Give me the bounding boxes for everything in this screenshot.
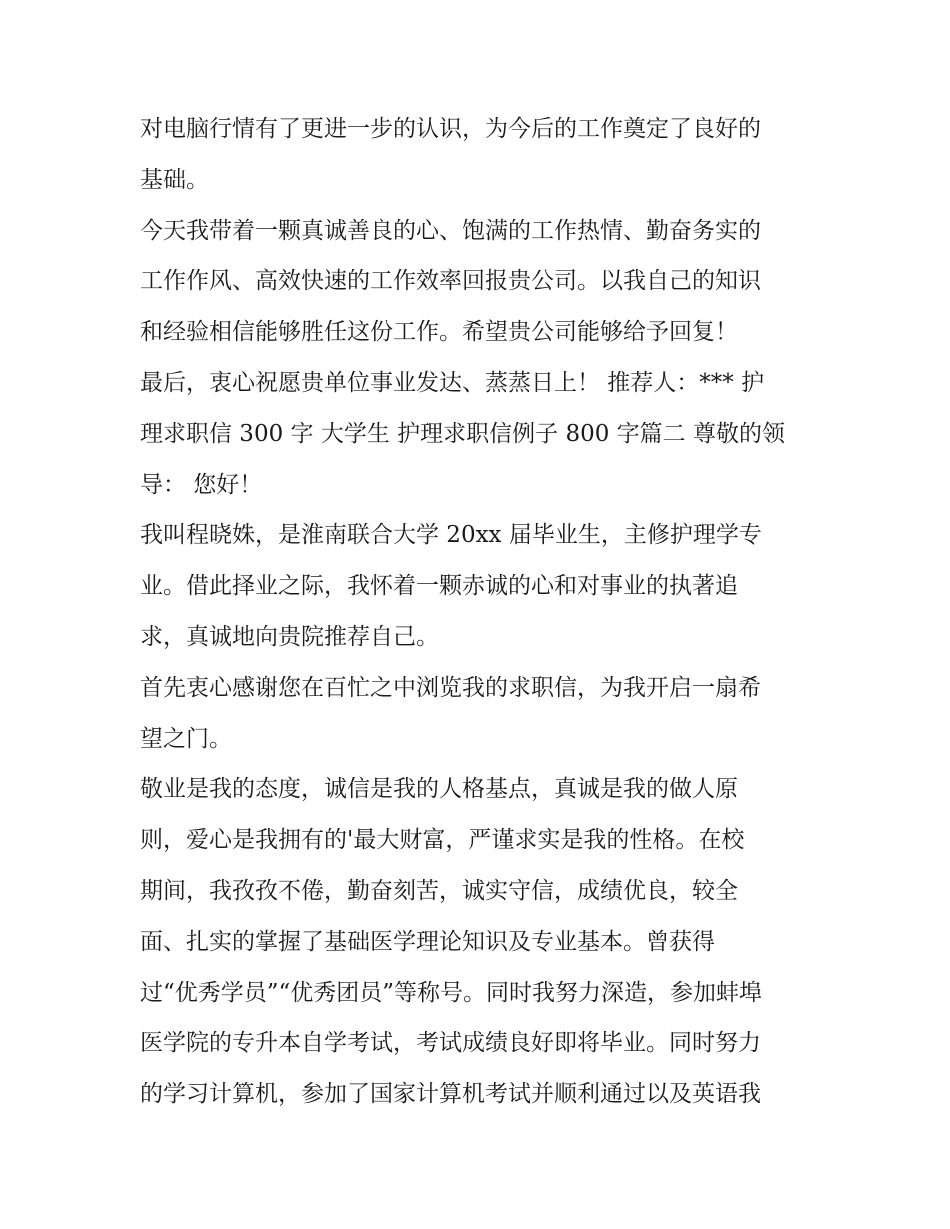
text-line: 期间，我孜孜不倦，勤奋刻苦，诚实守信，成绩优良，较全	[140, 877, 738, 904]
body-text	[140, 104, 820, 1120]
text-line: 今天我带着一颗真诚善良的心、饱满的工作热情、勤奋务实的	[140, 217, 761, 244]
text-line: 对电脑行情有了更进一步的认识，为今后的工作奠定了良好的	[140, 116, 761, 142]
text-line: 工作作风、高效快速的工作效率回报贵公司。以我自己的知识	[140, 268, 761, 295]
text-line: 理求职信 300 字 大学生 护理求职信例子 800 字篇二 尊敬的领	[140, 420, 785, 447]
text-line: 首先衷心感谢您在百忙之中浏览我的求职信，为我开启一扇希	[140, 674, 761, 701]
text-line: 望之门。	[140, 725, 232, 752]
text-line: 求，真诚地向贵院推荐自己。	[140, 623, 439, 650]
text-line: 基础。	[140, 166, 209, 193]
text-line: 则，爱心是我拥有的'最大财富，严谨求实是我的性格。在校	[140, 827, 745, 854]
text-line: 最后，衷心祝愿贵单位事业发达、蒸蒸日上！ 推荐人：*** 护	[140, 369, 765, 396]
text-line: 面、扎实的掌握了基础医学理论知识及专业基本。曾获得	[140, 928, 715, 955]
text-line: 业。借此择业之际，我怀着一颗赤诚的心和对事业的执著追	[140, 573, 738, 600]
text-line: 过“优秀学员”“优秀团员”等称号。同时我努力深造，参加蚌埠	[140, 979, 763, 1006]
text-line: 和经验相信能够胜任这份工作。希望贵公司能够给予回复！	[140, 319, 738, 346]
text-line: 医学院的专升本自学考试，考试成绩良好即将毕业。同时努力	[140, 1030, 761, 1057]
text-line: 导： 您好！	[140, 471, 263, 498]
text-line: 我叫程晓姝，是淮南联合大学 20xx 届毕业生，主修护理学专	[140, 522, 762, 549]
text-line: 敬业是我的态度，诚信是我的人格基点，真诚是我的做人原	[140, 776, 738, 803]
text-line: 的学习计算机，参加了国家计算机考试并顺利通过以及英语我	[140, 1081, 761, 1108]
